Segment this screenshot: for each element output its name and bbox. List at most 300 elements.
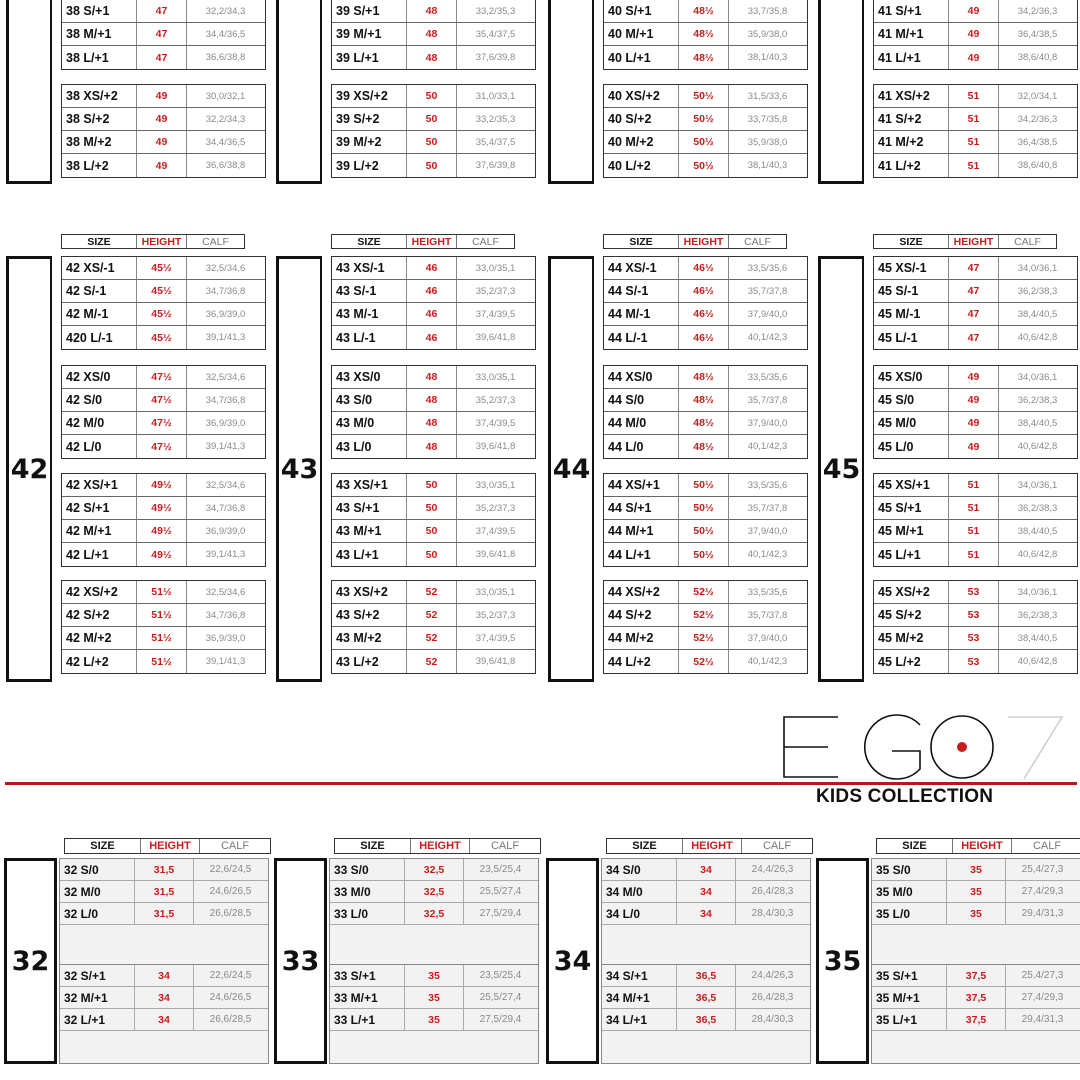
cell-calf: 23,5/25,4 bbox=[479, 970, 522, 981]
cell-size: 45 L/-1 bbox=[874, 326, 949, 349]
table-row bbox=[604, 46, 807, 69]
cell-height: 50 bbox=[407, 543, 457, 566]
cell-calf: 39,6/41,8 bbox=[475, 549, 516, 560]
cell-calf: 40,1/42,3 bbox=[747, 549, 788, 560]
cell-height: 51 bbox=[949, 154, 999, 177]
column-header bbox=[873, 234, 1057, 249]
cell-calf: 39,6/41,8 bbox=[475, 332, 516, 343]
cell-height: 35 bbox=[947, 903, 1006, 924]
cell-size: 38 S/+1 bbox=[62, 0, 137, 22]
table-row bbox=[874, 154, 1077, 177]
cell-size: 33 L/+1 bbox=[330, 1009, 405, 1030]
size-number: 44 bbox=[548, 256, 594, 682]
table-row bbox=[874, 627, 1077, 650]
cell-calf: 25,5/27,4 bbox=[479, 886, 522, 897]
cell-size: 44 S/+1 bbox=[604, 497, 679, 519]
cell-calf: 27,5/29,4 bbox=[479, 1014, 522, 1025]
cell-calf: 36,9/39,0 bbox=[205, 525, 246, 537]
header-size: SIZE bbox=[332, 235, 407, 248]
size-block-partial bbox=[548, 0, 810, 185]
cell-size: 45 S/0 bbox=[874, 389, 949, 411]
table-row bbox=[62, 108, 265, 131]
table-row bbox=[62, 85, 265, 108]
table-row bbox=[332, 46, 535, 69]
table-row bbox=[332, 435, 535, 458]
cell-calf: 32,2/34,3 bbox=[205, 5, 246, 17]
cell-size: 44 M/0 bbox=[604, 412, 679, 434]
size-block-partial bbox=[276, 0, 538, 185]
cell-size: 34 M/+1 bbox=[602, 987, 677, 1008]
cell-size: 42 S/-1 bbox=[62, 280, 137, 302]
table-row bbox=[872, 859, 1080, 881]
cell-calf: 22,6/24,5 bbox=[209, 970, 252, 981]
cell-calf: 38,1/40,3 bbox=[747, 160, 788, 171]
header-calf: CALF bbox=[472, 235, 499, 248]
table-row bbox=[60, 859, 268, 881]
table-row bbox=[62, 366, 265, 389]
cell-height: 48½ bbox=[679, 435, 729, 458]
cell-height: 34 bbox=[135, 1009, 194, 1030]
table-row bbox=[330, 881, 538, 903]
cell-height: 51 bbox=[949, 543, 999, 566]
cell-calf: 39,6/41,8 bbox=[475, 656, 516, 667]
ego7-logo bbox=[780, 713, 1065, 781]
cell-calf: 34,2/36,3 bbox=[1017, 113, 1058, 125]
table-row bbox=[874, 543, 1077, 566]
cell-height: 37,5 bbox=[947, 1009, 1006, 1030]
cell-calf: 38,4/40,5 bbox=[1017, 417, 1058, 429]
column-header bbox=[331, 234, 515, 249]
cell-calf: 25,5/27,4 bbox=[479, 992, 522, 1003]
cell-height: 51½ bbox=[137, 581, 187, 603]
cell-size: 43 S/+2 bbox=[332, 604, 407, 626]
cell-calf: 34,0/36,1 bbox=[1017, 262, 1058, 274]
table-row bbox=[604, 303, 807, 326]
cell-calf: 33,0/35,1 bbox=[475, 371, 516, 383]
cell-size: 42 XS/+1 bbox=[62, 474, 137, 496]
cell-height: 51 bbox=[949, 131, 999, 153]
cell-calf: 37,6/39,8 bbox=[475, 52, 516, 63]
table-row bbox=[62, 497, 265, 520]
cell-height: 49 bbox=[949, 23, 999, 45]
table-row bbox=[332, 280, 535, 303]
cell-calf: 34,0/36,1 bbox=[1017, 371, 1058, 383]
header-size: SIZE bbox=[607, 839, 683, 853]
cell-height: 47½ bbox=[137, 366, 187, 388]
cell-size: 39 XS/+2 bbox=[332, 85, 407, 107]
cell-calf: 32,5/34,6 bbox=[205, 262, 246, 274]
cell-height: 51 bbox=[949, 85, 999, 107]
cell-calf: 33,0/35,1 bbox=[475, 262, 516, 274]
header-height: HEIGHT bbox=[137, 235, 187, 248]
empty-row bbox=[60, 925, 268, 965]
size-group bbox=[603, 84, 808, 178]
cell-calf: 39,1/41,3 bbox=[205, 656, 246, 667]
table-row bbox=[332, 581, 535, 604]
header-height: HEIGHT bbox=[407, 235, 457, 248]
table-row bbox=[62, 474, 265, 497]
cell-height: 51½ bbox=[137, 604, 187, 626]
cell-calf: 35,4/37,5 bbox=[475, 136, 516, 148]
size-group bbox=[59, 858, 269, 1064]
cell-size: 43 M/+2 bbox=[332, 627, 407, 649]
cell-height: 46½ bbox=[679, 303, 729, 325]
header-calf: CALF bbox=[744, 235, 771, 248]
table-row bbox=[332, 474, 535, 497]
cell-height: 49 bbox=[949, 389, 999, 411]
cell-calf: 36,9/39,0 bbox=[205, 632, 246, 644]
cell-height: 48½ bbox=[679, 389, 729, 411]
cell-height: 47 bbox=[949, 280, 999, 302]
cell-height: 45½ bbox=[137, 303, 187, 325]
cell-size: 44 XS/+2 bbox=[604, 581, 679, 603]
cell-height: 47½ bbox=[137, 435, 187, 458]
cell-height: 34 bbox=[677, 859, 736, 880]
cell-size: 42 XS/+2 bbox=[62, 581, 137, 603]
cell-size: 41 M/+1 bbox=[874, 23, 949, 45]
header-size: SIZE bbox=[62, 235, 137, 248]
header-size: SIZE bbox=[604, 235, 679, 248]
table-row bbox=[874, 326, 1077, 349]
cell-size: 34 L/+1 bbox=[602, 1009, 677, 1030]
cell-size: 33 S/+1 bbox=[330, 965, 405, 986]
cell-size: 44 S/-1 bbox=[604, 280, 679, 302]
cell-calf: 40,6/42,8 bbox=[1017, 441, 1058, 452]
cell-size: 45 XS/+2 bbox=[874, 581, 949, 603]
cell-calf: 40,6/42,8 bbox=[1017, 332, 1058, 343]
cell-height: 48½ bbox=[679, 46, 729, 69]
table-row bbox=[332, 497, 535, 520]
empty-row bbox=[872, 925, 1080, 965]
size-group bbox=[61, 580, 266, 674]
cell-height: 52 bbox=[407, 581, 457, 603]
cell-size: 34 L/0 bbox=[602, 903, 677, 924]
cell-size: 39 L/+1 bbox=[332, 46, 407, 69]
cell-height: 53 bbox=[949, 650, 999, 673]
kids-size-block-32 bbox=[4, 838, 270, 1068]
cell-height: 49 bbox=[949, 366, 999, 388]
cell-size: 38 S/+2 bbox=[62, 108, 137, 130]
table-row bbox=[60, 881, 268, 903]
cell-size: 45 M/-1 bbox=[874, 303, 949, 325]
cell-calf: 37,6/39,8 bbox=[475, 160, 516, 171]
size-group bbox=[61, 473, 266, 567]
cell-height: 51½ bbox=[137, 627, 187, 649]
header-height: HEIGHT bbox=[141, 839, 200, 853]
cell-calf: 35,9/38,0 bbox=[747, 28, 788, 40]
cell-height: 52½ bbox=[679, 650, 729, 673]
cell-size: 45 M/0 bbox=[874, 412, 949, 434]
cell-calf: 32,2/34,3 bbox=[205, 113, 246, 125]
size-group bbox=[331, 256, 536, 350]
cell-calf: 35,2/37,3 bbox=[475, 394, 516, 406]
cell-size: 43 M/-1 bbox=[332, 303, 407, 325]
cell-calf: 37,9/40,0 bbox=[747, 632, 788, 644]
cell-size: 38 XS/+2 bbox=[62, 85, 137, 107]
cell-size: 43 L/-1 bbox=[332, 326, 407, 349]
cell-calf: 33,5/35,6 bbox=[747, 586, 788, 598]
size-group bbox=[61, 365, 266, 459]
cell-calf: 35,7/37,8 bbox=[747, 609, 788, 621]
size-group bbox=[873, 365, 1078, 459]
cell-calf: 25,4/27,3 bbox=[1021, 864, 1064, 875]
cell-height: 48½ bbox=[679, 412, 729, 434]
table-row bbox=[874, 257, 1077, 280]
cell-calf: 34,4/36,5 bbox=[205, 28, 246, 40]
table-row bbox=[604, 154, 807, 177]
size-block-partial bbox=[6, 0, 268, 185]
table-row bbox=[874, 366, 1077, 389]
cell-height: 37,5 bbox=[947, 987, 1006, 1008]
cell-calf: 32,0/34,1 bbox=[1017, 90, 1058, 102]
table-row bbox=[332, 257, 535, 280]
cell-size: 38 L/+2 bbox=[62, 154, 137, 177]
cell-height: 48½ bbox=[679, 366, 729, 388]
cell-height: 49 bbox=[137, 85, 187, 107]
cell-height: 47 bbox=[137, 0, 187, 22]
cell-size: 43 L/0 bbox=[332, 435, 407, 458]
cell-height: 35 bbox=[947, 881, 1006, 902]
table-row bbox=[604, 412, 807, 435]
cell-calf: 35,2/37,3 bbox=[475, 609, 516, 621]
cell-calf: 33,5/35,6 bbox=[747, 262, 788, 274]
size-group bbox=[331, 365, 536, 459]
table-row bbox=[604, 520, 807, 543]
cell-size: 41 XS/+2 bbox=[874, 85, 949, 107]
size-group bbox=[331, 84, 536, 178]
cell-calf: 33,0/35,1 bbox=[475, 479, 516, 491]
cell-height: 46 bbox=[407, 303, 457, 325]
cell-height: 50½ bbox=[679, 543, 729, 566]
size-block-44 bbox=[548, 234, 810, 684]
size-group bbox=[603, 365, 808, 459]
cell-calf: 35,7/37,8 bbox=[747, 502, 788, 514]
cell-calf: 40,1/42,3 bbox=[747, 441, 788, 452]
table-row bbox=[60, 903, 268, 925]
table-row bbox=[332, 326, 535, 349]
cell-height: 49 bbox=[137, 131, 187, 153]
cell-size: 42 S/+1 bbox=[62, 497, 137, 519]
table-row bbox=[874, 650, 1077, 673]
cell-calf: 26,6/28,5 bbox=[209, 908, 252, 919]
cell-calf: 34,0/36,1 bbox=[1017, 479, 1058, 491]
cell-calf: 36,4/38,5 bbox=[1017, 28, 1058, 40]
cell-calf: 28,4/30,3 bbox=[751, 908, 794, 919]
cell-height: 49½ bbox=[137, 474, 187, 496]
cell-height: 52½ bbox=[679, 604, 729, 626]
empty-row bbox=[330, 925, 538, 965]
cell-size: 44 L/-1 bbox=[604, 326, 679, 349]
table-row bbox=[62, 627, 265, 650]
cell-calf: 39,1/41,3 bbox=[205, 549, 246, 560]
cell-size: 45 XS/+1 bbox=[874, 474, 949, 496]
size-group bbox=[329, 858, 539, 1064]
cell-height: 50 bbox=[407, 108, 457, 130]
cell-height: 49 bbox=[137, 154, 187, 177]
cell-calf: 34,0/36,1 bbox=[1017, 586, 1058, 598]
table-row bbox=[332, 627, 535, 650]
cell-size: 41 S/+2 bbox=[874, 108, 949, 130]
cell-calf: 24,6/26,5 bbox=[209, 992, 252, 1003]
header-size: SIZE bbox=[874, 235, 949, 248]
table-row bbox=[874, 497, 1077, 520]
size-number-box bbox=[276, 0, 322, 184]
cell-height: 50½ bbox=[679, 85, 729, 107]
cell-height: 48½ bbox=[679, 23, 729, 45]
cell-size: 43 S/0 bbox=[332, 389, 407, 411]
cell-height: 50 bbox=[407, 131, 457, 153]
cell-size: 35 L/0 bbox=[872, 903, 947, 924]
cell-calf: 40,1/42,3 bbox=[747, 656, 788, 667]
cell-size: 40 M/+2 bbox=[604, 131, 679, 153]
cell-size: 39 L/+2 bbox=[332, 154, 407, 177]
cell-size: 32 S/0 bbox=[60, 859, 135, 880]
cell-size: 34 S/+1 bbox=[602, 965, 677, 986]
table-row bbox=[60, 987, 268, 1009]
header-height: HEIGHT bbox=[949, 235, 999, 248]
empty-row bbox=[602, 925, 810, 965]
table-row bbox=[874, 85, 1077, 108]
cell-height: 50 bbox=[407, 520, 457, 542]
table-row bbox=[62, 543, 265, 566]
table-row bbox=[604, 131, 807, 154]
cell-calf: 22,6/24,5 bbox=[209, 864, 252, 875]
cell-height: 51 bbox=[949, 497, 999, 519]
table-row bbox=[874, 581, 1077, 604]
cell-size: 33 S/0 bbox=[330, 859, 405, 880]
size-number: 33 bbox=[274, 858, 327, 1064]
size-number: 43 bbox=[276, 256, 322, 682]
cell-calf: 38,4/40,5 bbox=[1017, 525, 1058, 537]
cell-height: 31,5 bbox=[135, 859, 194, 880]
cell-size: 45 M/+1 bbox=[874, 520, 949, 542]
cell-calf: 33,7/35,8 bbox=[747, 5, 788, 17]
table-row bbox=[874, 0, 1077, 23]
size-group bbox=[873, 473, 1078, 567]
cell-calf: 31,0/33,1 bbox=[475, 90, 516, 102]
cell-size: 32 S/+1 bbox=[60, 965, 135, 986]
cell-height: 48 bbox=[407, 435, 457, 458]
table-row bbox=[604, 627, 807, 650]
header-calf: CALF bbox=[1032, 840, 1062, 852]
cell-calf: 38,4/40,5 bbox=[1017, 308, 1058, 320]
table-row bbox=[60, 965, 268, 987]
cell-height: 32,5 bbox=[405, 859, 464, 880]
table-row bbox=[60, 1009, 268, 1031]
cell-height: 50½ bbox=[679, 474, 729, 496]
size-group bbox=[601, 858, 811, 1064]
cell-size: 44 S/0 bbox=[604, 389, 679, 411]
cell-size: 39 M/+2 bbox=[332, 131, 407, 153]
table-row bbox=[62, 280, 265, 303]
cell-size: 35 L/+1 bbox=[872, 1009, 947, 1030]
kids-size-block-34 bbox=[546, 838, 812, 1068]
table-row bbox=[332, 108, 535, 131]
table-row bbox=[332, 303, 535, 326]
table-row bbox=[874, 604, 1077, 627]
cell-size: 42 M/+2 bbox=[62, 627, 137, 649]
header-height: HEIGHT bbox=[411, 839, 470, 853]
cell-calf: 39,1/41,3 bbox=[205, 441, 246, 452]
size-number-box bbox=[6, 0, 52, 184]
kids-collection-title: KIDS COLLECTION bbox=[816, 786, 994, 807]
table-row bbox=[604, 650, 807, 673]
cell-height: 47 bbox=[949, 303, 999, 325]
cell-size: 42 L/+1 bbox=[62, 543, 137, 566]
cell-height: 36,5 bbox=[677, 1009, 736, 1030]
cell-size: 32 M/0 bbox=[60, 881, 135, 902]
size-number-box bbox=[818, 0, 864, 184]
cell-size: 43 S/+1 bbox=[332, 497, 407, 519]
cell-size: 40 XS/+2 bbox=[604, 85, 679, 107]
column-header bbox=[64, 838, 271, 854]
cell-height: 45½ bbox=[137, 257, 187, 279]
cell-height: 47½ bbox=[137, 412, 187, 434]
table-row bbox=[604, 85, 807, 108]
cell-calf: 33,5/35,6 bbox=[747, 479, 788, 491]
table-row bbox=[874, 280, 1077, 303]
cell-height: 51½ bbox=[137, 650, 187, 673]
cell-size: 42 S/+2 bbox=[62, 604, 137, 626]
cell-height: 46 bbox=[407, 326, 457, 349]
cell-calf: 33,7/35,8 bbox=[747, 113, 788, 125]
size-number: 42 bbox=[6, 256, 52, 682]
column-header bbox=[876, 838, 1080, 854]
cell-size: 43 M/+1 bbox=[332, 520, 407, 542]
cell-size: 42 M/-1 bbox=[62, 303, 137, 325]
size-group bbox=[871, 858, 1080, 1064]
cell-height: 46 bbox=[407, 257, 457, 279]
cell-height: 35 bbox=[405, 1009, 464, 1030]
table-row bbox=[62, 604, 265, 627]
table-row bbox=[604, 543, 807, 566]
table-row bbox=[602, 859, 810, 881]
cell-height: 49 bbox=[949, 46, 999, 69]
column-header bbox=[603, 234, 787, 249]
cell-height: 49 bbox=[949, 412, 999, 434]
cell-size: 41 S/+1 bbox=[874, 0, 949, 22]
size-block-45 bbox=[818, 234, 1080, 684]
table-row bbox=[872, 1009, 1080, 1031]
cell-size: 45 L/0 bbox=[874, 435, 949, 458]
size-number: 32 bbox=[4, 858, 57, 1064]
table-row bbox=[332, 23, 535, 46]
cell-calf: 35,9/38,0 bbox=[747, 136, 788, 148]
cell-calf: 40,1/42,3 bbox=[747, 332, 788, 343]
table-row bbox=[602, 987, 810, 1009]
table-row bbox=[604, 23, 807, 46]
cell-height: 49½ bbox=[137, 497, 187, 519]
table-row bbox=[332, 604, 535, 627]
cell-size: 39 S/+1 bbox=[332, 0, 407, 22]
cell-size: 42 M/+1 bbox=[62, 520, 137, 542]
size-group bbox=[61, 256, 266, 350]
cell-calf: 36,2/38,3 bbox=[1017, 394, 1058, 406]
cell-calf: 37,4/39,5 bbox=[475, 525, 516, 537]
cell-calf: 35,2/37,3 bbox=[475, 285, 516, 297]
table-row bbox=[874, 303, 1077, 326]
header-size: SIZE bbox=[335, 839, 411, 853]
cell-size: 43 XS/+2 bbox=[332, 581, 407, 603]
cell-calf: 38,6/40,8 bbox=[1017, 160, 1058, 171]
size-group bbox=[603, 0, 808, 70]
cell-calf: 40,6/42,8 bbox=[1017, 549, 1058, 560]
cell-height: 49 bbox=[949, 0, 999, 22]
cell-calf: 34,7/36,8 bbox=[205, 285, 246, 297]
cell-height: 34 bbox=[135, 965, 194, 986]
size-group bbox=[873, 256, 1078, 350]
cell-height: 50½ bbox=[679, 497, 729, 519]
